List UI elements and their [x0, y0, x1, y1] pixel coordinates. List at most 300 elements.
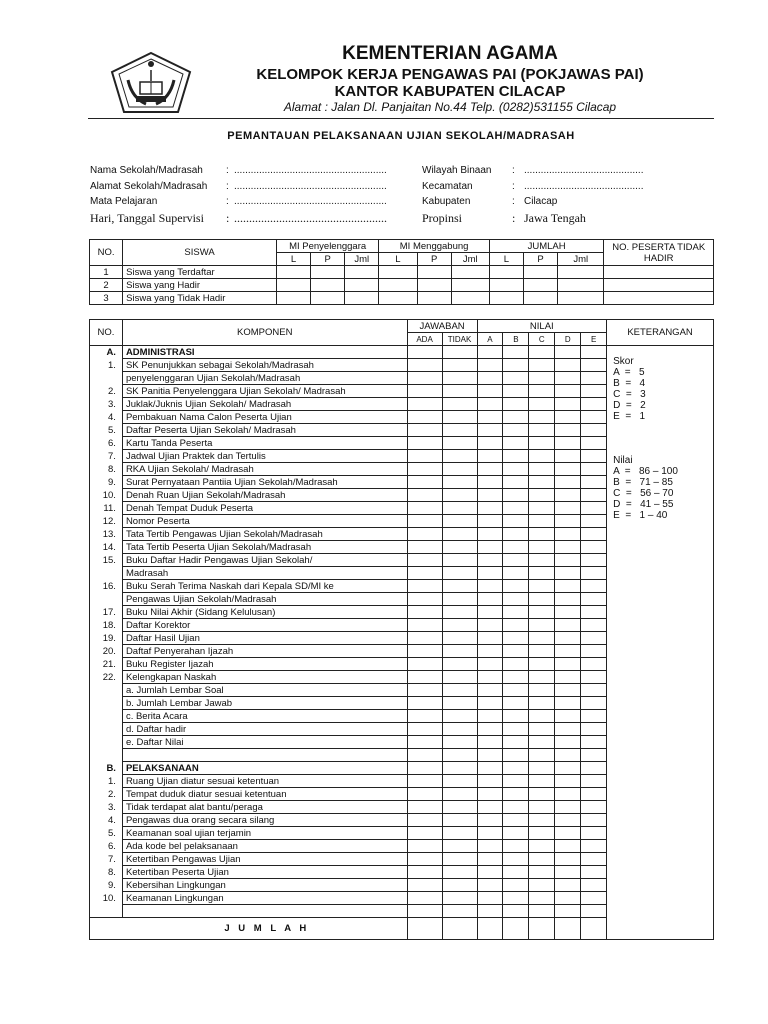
- jumlah-cell[interactable]: [581, 918, 607, 940]
- score-cell[interactable]: [581, 502, 607, 515]
- siswa-input-cell[interactable]: [379, 266, 417, 279]
- score-cell[interactable]: [477, 827, 503, 840]
- score-cell[interactable]: [555, 450, 581, 463]
- score-cell[interactable]: [581, 814, 607, 827]
- score-cell[interactable]: [442, 866, 477, 879]
- score-cell[interactable]: [581, 346, 607, 359]
- score-cell[interactable]: [503, 515, 529, 528]
- score-cell[interactable]: [407, 801, 442, 814]
- score-cell[interactable]: [442, 541, 477, 554]
- score-cell[interactable]: [442, 853, 477, 866]
- score-cell[interactable]: [529, 905, 555, 918]
- score-cell[interactable]: [477, 762, 503, 775]
- siswa-input-cell[interactable]: [489, 279, 523, 292]
- score-cell[interactable]: [407, 476, 442, 489]
- score-cell[interactable]: [529, 827, 555, 840]
- score-cell[interactable]: [503, 814, 529, 827]
- score-cell[interactable]: [555, 476, 581, 489]
- score-cell[interactable]: [555, 502, 581, 515]
- siswa-input-cell[interactable]: [276, 279, 310, 292]
- score-cell[interactable]: [407, 723, 442, 736]
- score-cell[interactable]: [529, 853, 555, 866]
- score-cell[interactable]: [503, 697, 529, 710]
- siswa-input-cell[interactable]: [524, 266, 558, 279]
- siswa-input-cell[interactable]: [451, 266, 489, 279]
- score-cell[interactable]: [503, 502, 529, 515]
- score-cell[interactable]: [555, 762, 581, 775]
- score-cell[interactable]: [477, 788, 503, 801]
- score-cell[interactable]: [503, 580, 529, 593]
- score-cell[interactable]: [503, 450, 529, 463]
- score-cell[interactable]: [503, 385, 529, 398]
- siswa-input-cell[interactable]: [417, 279, 451, 292]
- score-cell[interactable]: [555, 463, 581, 476]
- score-cell[interactable]: [581, 359, 607, 372]
- siswa-input-cell[interactable]: [451, 292, 489, 305]
- score-cell[interactable]: [477, 359, 503, 372]
- score-cell[interactable]: [503, 554, 529, 567]
- jumlah-cell[interactable]: [529, 918, 555, 940]
- score-cell[interactable]: [581, 827, 607, 840]
- score-cell[interactable]: [407, 411, 442, 424]
- score-cell[interactable]: [407, 697, 442, 710]
- score-cell[interactable]: [407, 515, 442, 528]
- score-cell[interactable]: [503, 658, 529, 671]
- score-cell[interactable]: [477, 684, 503, 697]
- score-cell[interactable]: [581, 632, 607, 645]
- jumlah-cell[interactable]: [555, 918, 581, 940]
- score-cell[interactable]: [529, 541, 555, 554]
- score-cell[interactable]: [442, 671, 477, 684]
- score-cell[interactable]: [477, 437, 503, 450]
- score-cell[interactable]: [503, 528, 529, 541]
- score-cell[interactable]: [555, 489, 581, 502]
- score-cell[interactable]: [407, 788, 442, 801]
- score-cell[interactable]: [407, 827, 442, 840]
- score-cell[interactable]: [477, 567, 503, 580]
- siswa-input-cell[interactable]: [379, 279, 417, 292]
- score-cell[interactable]: [503, 840, 529, 853]
- score-cell[interactable]: [529, 593, 555, 606]
- score-cell[interactable]: [581, 671, 607, 684]
- score-cell[interactable]: [407, 879, 442, 892]
- score-cell[interactable]: [477, 580, 503, 593]
- score-cell[interactable]: [581, 593, 607, 606]
- score-cell[interactable]: [407, 671, 442, 684]
- score-cell[interactable]: [477, 749, 503, 762]
- score-cell[interactable]: [555, 411, 581, 424]
- score-cell[interactable]: [442, 736, 477, 749]
- siswa-input-cell[interactable]: [451, 279, 489, 292]
- score-cell[interactable]: [555, 892, 581, 905]
- score-cell[interactable]: [477, 801, 503, 814]
- score-cell[interactable]: [407, 437, 442, 450]
- score-cell[interactable]: [442, 346, 477, 359]
- score-cell[interactable]: [529, 697, 555, 710]
- score-cell[interactable]: [555, 671, 581, 684]
- score-cell[interactable]: [442, 645, 477, 658]
- siswa-input-cell[interactable]: [379, 292, 417, 305]
- score-cell[interactable]: [529, 814, 555, 827]
- score-cell[interactable]: [529, 463, 555, 476]
- score-cell[interactable]: [442, 658, 477, 671]
- score-cell[interactable]: [442, 840, 477, 853]
- score-cell[interactable]: [442, 710, 477, 723]
- score-cell[interactable]: [407, 528, 442, 541]
- score-cell[interactable]: [581, 385, 607, 398]
- siswa-input-cell[interactable]: [489, 266, 523, 279]
- siswa-input-cell[interactable]: [489, 292, 523, 305]
- score-cell[interactable]: [407, 359, 442, 372]
- score-cell[interactable]: [442, 749, 477, 762]
- score-cell[interactable]: [529, 866, 555, 879]
- score-cell[interactable]: [477, 528, 503, 541]
- score-cell[interactable]: [503, 801, 529, 814]
- score-cell[interactable]: [503, 684, 529, 697]
- score-cell[interactable]: [477, 502, 503, 515]
- jumlah-cell[interactable]: [477, 918, 503, 940]
- score-cell[interactable]: [555, 853, 581, 866]
- score-cell[interactable]: [503, 736, 529, 749]
- siswa-input-cell[interactable]: [604, 292, 714, 305]
- score-cell[interactable]: [555, 359, 581, 372]
- score-cell[interactable]: [503, 866, 529, 879]
- score-cell[interactable]: [581, 905, 607, 918]
- siswa-input-cell[interactable]: [311, 292, 345, 305]
- score-cell[interactable]: [407, 775, 442, 788]
- score-cell[interactable]: [555, 528, 581, 541]
- score-cell[interactable]: [529, 879, 555, 892]
- score-cell[interactable]: [442, 567, 477, 580]
- siswa-input-cell[interactable]: [558, 266, 604, 279]
- score-cell[interactable]: [581, 619, 607, 632]
- score-cell[interactable]: [407, 489, 442, 502]
- score-cell[interactable]: [477, 723, 503, 736]
- score-cell[interactable]: [477, 606, 503, 619]
- score-cell[interactable]: [555, 697, 581, 710]
- score-cell[interactable]: [555, 801, 581, 814]
- score-cell[interactable]: [555, 788, 581, 801]
- score-cell[interactable]: [529, 411, 555, 424]
- score-cell[interactable]: [529, 788, 555, 801]
- score-cell[interactable]: [407, 502, 442, 515]
- siswa-input-cell[interactable]: [604, 266, 714, 279]
- score-cell[interactable]: [477, 658, 503, 671]
- siswa-input-cell[interactable]: [276, 292, 310, 305]
- score-cell[interactable]: [407, 749, 442, 762]
- score-cell[interactable]: [581, 853, 607, 866]
- score-cell[interactable]: [442, 684, 477, 697]
- siswa-input-cell[interactable]: [524, 292, 558, 305]
- score-cell[interactable]: [407, 736, 442, 749]
- score-cell[interactable]: [581, 879, 607, 892]
- score-cell[interactable]: [477, 346, 503, 359]
- info-value[interactable]: .......................................................: [234, 181, 387, 192]
- siswa-input-cell[interactable]: [524, 279, 558, 292]
- score-cell[interactable]: [581, 697, 607, 710]
- score-cell[interactable]: [407, 580, 442, 593]
- score-cell[interactable]: [503, 892, 529, 905]
- score-cell[interactable]: [407, 684, 442, 697]
- score-cell[interactable]: [477, 645, 503, 658]
- score-cell[interactable]: [555, 385, 581, 398]
- score-cell[interactable]: [442, 489, 477, 502]
- jumlah-cell[interactable]: [503, 918, 529, 940]
- score-cell[interactable]: [442, 554, 477, 567]
- score-cell[interactable]: [477, 450, 503, 463]
- score-cell[interactable]: [477, 710, 503, 723]
- score-cell[interactable]: [503, 775, 529, 788]
- score-cell[interactable]: [555, 346, 581, 359]
- score-cell[interactable]: [477, 385, 503, 398]
- score-cell[interactable]: [477, 593, 503, 606]
- score-cell[interactable]: [442, 359, 477, 372]
- score-cell[interactable]: [581, 762, 607, 775]
- score-cell[interactable]: [529, 723, 555, 736]
- score-cell[interactable]: [555, 593, 581, 606]
- score-cell[interactable]: [529, 450, 555, 463]
- score-cell[interactable]: [581, 606, 607, 619]
- score-cell[interactable]: [529, 840, 555, 853]
- score-cell[interactable]: [477, 476, 503, 489]
- score-cell[interactable]: [503, 489, 529, 502]
- score-cell[interactable]: [407, 606, 442, 619]
- score-cell[interactable]: [477, 775, 503, 788]
- score-cell[interactable]: [581, 489, 607, 502]
- score-cell[interactable]: [477, 489, 503, 502]
- score-cell[interactable]: [581, 892, 607, 905]
- score-cell[interactable]: [555, 541, 581, 554]
- score-cell[interactable]: [442, 450, 477, 463]
- score-cell[interactable]: [503, 710, 529, 723]
- score-cell[interactable]: [477, 619, 503, 632]
- score-cell[interactable]: [477, 736, 503, 749]
- jumlah-cell[interactable]: [407, 918, 442, 940]
- score-cell[interactable]: [407, 541, 442, 554]
- score-cell[interactable]: [503, 476, 529, 489]
- score-cell[interactable]: [581, 463, 607, 476]
- score-cell[interactable]: [442, 411, 477, 424]
- score-cell[interactable]: [442, 463, 477, 476]
- score-cell[interactable]: [503, 359, 529, 372]
- score-cell[interactable]: [555, 749, 581, 762]
- score-cell[interactable]: [503, 905, 529, 918]
- score-cell[interactable]: [555, 775, 581, 788]
- score-cell[interactable]: [581, 710, 607, 723]
- score-cell[interactable]: [529, 671, 555, 684]
- score-cell[interactable]: [503, 463, 529, 476]
- score-cell[interactable]: [503, 411, 529, 424]
- score-cell[interactable]: [581, 515, 607, 528]
- score-cell[interactable]: [477, 632, 503, 645]
- siswa-input-cell[interactable]: [417, 292, 451, 305]
- score-cell[interactable]: [581, 723, 607, 736]
- score-cell[interactable]: [477, 905, 503, 918]
- score-cell[interactable]: [529, 398, 555, 411]
- score-cell[interactable]: [555, 684, 581, 697]
- score-cell[interactable]: [442, 879, 477, 892]
- score-cell[interactable]: [529, 892, 555, 905]
- score-cell[interactable]: [407, 424, 442, 437]
- score-cell[interactable]: [581, 541, 607, 554]
- score-cell[interactable]: [581, 840, 607, 853]
- score-cell[interactable]: [477, 879, 503, 892]
- info-value[interactable]: ...................................................: [234, 211, 387, 225]
- score-cell[interactable]: [442, 697, 477, 710]
- score-cell[interactable]: [555, 580, 581, 593]
- score-cell[interactable]: [581, 450, 607, 463]
- score-cell[interactable]: [581, 801, 607, 814]
- info-value[interactable]: ...........................................: [524, 181, 644, 192]
- score-cell[interactable]: [477, 541, 503, 554]
- score-cell[interactable]: [442, 515, 477, 528]
- score-cell[interactable]: [477, 424, 503, 437]
- score-cell[interactable]: [407, 346, 442, 359]
- score-cell[interactable]: [555, 398, 581, 411]
- score-cell[interactable]: [442, 723, 477, 736]
- score-cell[interactable]: [503, 853, 529, 866]
- score-cell[interactable]: [503, 541, 529, 554]
- siswa-input-cell[interactable]: [276, 266, 310, 279]
- score-cell[interactable]: [503, 671, 529, 684]
- score-cell[interactable]: [555, 866, 581, 879]
- score-cell[interactable]: [529, 437, 555, 450]
- score-cell[interactable]: [503, 632, 529, 645]
- score-cell[interactable]: [407, 866, 442, 879]
- score-cell[interactable]: [581, 736, 607, 749]
- score-cell[interactable]: [529, 619, 555, 632]
- score-cell[interactable]: [442, 788, 477, 801]
- score-cell[interactable]: [555, 658, 581, 671]
- score-cell[interactable]: [581, 684, 607, 697]
- score-cell[interactable]: [555, 814, 581, 827]
- info-value[interactable]: Cilacap: [524, 196, 558, 207]
- score-cell[interactable]: [407, 593, 442, 606]
- score-cell[interactable]: [581, 567, 607, 580]
- score-cell[interactable]: [581, 528, 607, 541]
- score-cell[interactable]: [529, 710, 555, 723]
- score-cell[interactable]: [407, 554, 442, 567]
- info-value[interactable]: Jawa Tengah: [524, 211, 586, 225]
- score-cell[interactable]: [529, 359, 555, 372]
- score-cell[interactable]: [529, 762, 555, 775]
- score-cell[interactable]: [407, 905, 442, 918]
- siswa-input-cell[interactable]: [604, 279, 714, 292]
- score-cell[interactable]: [442, 502, 477, 515]
- score-cell[interactable]: [477, 814, 503, 827]
- score-cell[interactable]: [529, 385, 555, 398]
- score-cell[interactable]: [529, 515, 555, 528]
- siswa-input-cell[interactable]: [417, 266, 451, 279]
- score-cell[interactable]: [503, 762, 529, 775]
- score-cell[interactable]: [442, 606, 477, 619]
- score-cell[interactable]: [477, 515, 503, 528]
- score-cell[interactable]: [442, 905, 477, 918]
- score-cell[interactable]: [442, 372, 477, 385]
- info-value[interactable]: ...........................................: [524, 165, 644, 176]
- score-cell[interactable]: [503, 749, 529, 762]
- score-cell[interactable]: [555, 710, 581, 723]
- score-cell[interactable]: [581, 749, 607, 762]
- score-cell[interactable]: [581, 424, 607, 437]
- jumlah-cell[interactable]: [442, 918, 477, 940]
- score-cell[interactable]: [581, 775, 607, 788]
- score-cell[interactable]: [477, 840, 503, 853]
- score-cell[interactable]: [477, 398, 503, 411]
- score-cell[interactable]: [477, 671, 503, 684]
- score-cell[interactable]: [581, 658, 607, 671]
- score-cell[interactable]: [529, 632, 555, 645]
- score-cell[interactable]: [529, 775, 555, 788]
- siswa-input-cell[interactable]: [345, 266, 379, 279]
- score-cell[interactable]: [529, 645, 555, 658]
- score-cell[interactable]: [503, 723, 529, 736]
- score-cell[interactable]: [555, 905, 581, 918]
- siswa-input-cell[interactable]: [345, 279, 379, 292]
- score-cell[interactable]: [407, 567, 442, 580]
- score-cell[interactable]: [581, 372, 607, 385]
- score-cell[interactable]: [442, 814, 477, 827]
- score-cell[interactable]: [503, 645, 529, 658]
- score-cell[interactable]: [555, 372, 581, 385]
- score-cell[interactable]: [555, 554, 581, 567]
- score-cell[interactable]: [555, 736, 581, 749]
- score-cell[interactable]: [442, 385, 477, 398]
- score-cell[interactable]: [529, 801, 555, 814]
- score-cell[interactable]: [503, 788, 529, 801]
- score-cell[interactable]: [407, 385, 442, 398]
- score-cell[interactable]: [503, 593, 529, 606]
- score-cell[interactable]: [529, 528, 555, 541]
- score-cell[interactable]: [529, 684, 555, 697]
- score-cell[interactable]: [477, 554, 503, 567]
- score-cell[interactable]: [503, 879, 529, 892]
- score-cell[interactable]: [581, 437, 607, 450]
- score-cell[interactable]: [503, 424, 529, 437]
- score-cell[interactable]: [529, 476, 555, 489]
- score-cell[interactable]: [581, 580, 607, 593]
- score-cell[interactable]: [407, 892, 442, 905]
- score-cell[interactable]: [529, 502, 555, 515]
- score-cell[interactable]: [407, 658, 442, 671]
- score-cell[interactable]: [555, 645, 581, 658]
- info-value[interactable]: .......................................................: [234, 196, 387, 207]
- score-cell[interactable]: [407, 814, 442, 827]
- score-cell[interactable]: [529, 372, 555, 385]
- score-cell[interactable]: [555, 827, 581, 840]
- score-cell[interactable]: [529, 658, 555, 671]
- score-cell[interactable]: [555, 632, 581, 645]
- score-cell[interactable]: [477, 853, 503, 866]
- score-cell[interactable]: [555, 424, 581, 437]
- score-cell[interactable]: [529, 554, 555, 567]
- siswa-input-cell[interactable]: [345, 292, 379, 305]
- score-cell[interactable]: [442, 398, 477, 411]
- score-cell[interactable]: [555, 567, 581, 580]
- score-cell[interactable]: [503, 372, 529, 385]
- siswa-input-cell[interactable]: [311, 279, 345, 292]
- score-cell[interactable]: [555, 619, 581, 632]
- score-cell[interactable]: [529, 606, 555, 619]
- score-cell[interactable]: [477, 411, 503, 424]
- score-cell[interactable]: [529, 346, 555, 359]
- score-cell[interactable]: [581, 788, 607, 801]
- score-cell[interactable]: [407, 398, 442, 411]
- score-cell[interactable]: [407, 450, 442, 463]
- score-cell[interactable]: [442, 580, 477, 593]
- score-cell[interactable]: [477, 892, 503, 905]
- score-cell[interactable]: [407, 840, 442, 853]
